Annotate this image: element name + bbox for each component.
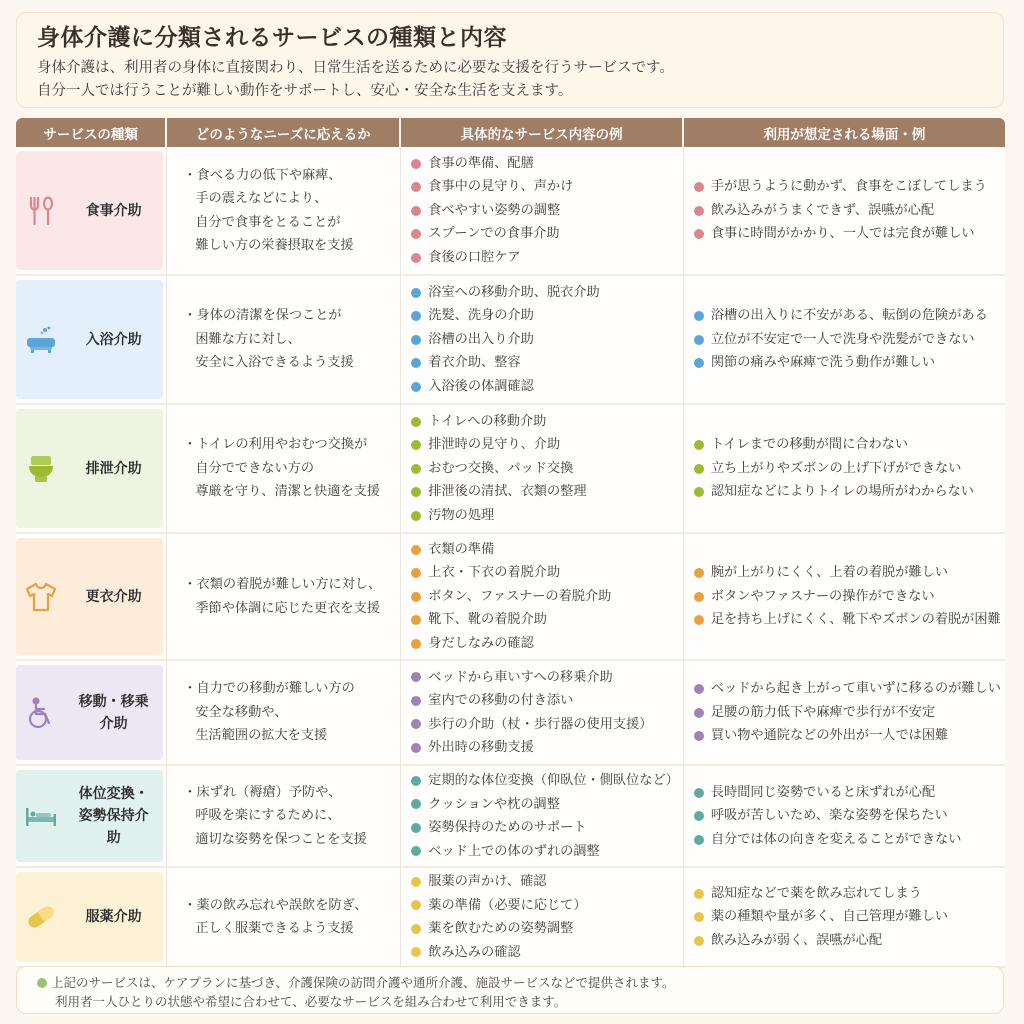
service-category-cell xyxy=(16,147,167,276)
bullet-dot-icon xyxy=(411,335,421,345)
bullet-dot-icon xyxy=(411,182,421,192)
example-item xyxy=(411,816,679,840)
scene-text: 手が思うように動かず、食事をこぼしてしまう xyxy=(710,179,987,195)
needs-line: ・トイレの利用やおむつ交換が xyxy=(183,437,368,453)
bullet-dot-icon xyxy=(411,288,421,298)
service-category xyxy=(16,770,163,862)
bullet-dot-icon xyxy=(411,719,421,729)
bullet-dot-icon xyxy=(411,823,421,833)
scene-text: 腕が上がりにくく、上着の着脱が難しい xyxy=(710,565,948,581)
examples-list xyxy=(411,281,679,399)
service-category-cell xyxy=(16,405,167,534)
scene-item xyxy=(694,929,1001,953)
scene-item xyxy=(694,175,1001,199)
scene-text: 足を持ち上げにくく、靴下やズボンの着脱が困難 xyxy=(710,612,1001,628)
bullet-dot-icon xyxy=(411,696,421,706)
scene-item xyxy=(694,351,1001,375)
service-category-cell xyxy=(16,868,167,968)
service-name xyxy=(72,783,163,849)
bullet-dot-icon xyxy=(411,440,421,450)
example-item xyxy=(411,281,679,305)
scene-text: 薬の種類や量が多く、自己管理が難しい xyxy=(710,909,948,925)
intro-line-2: 自分一人では行うことが難しい動作をサポートし、安心・安全な生活を支えます。 xyxy=(37,83,573,99)
footer-text-1: 上記のサービスは、ケアプランに基づき、介護保険の訪問介護や通所介護、施設サービスなどで提供されます。 xyxy=(51,975,675,990)
service-name-line-1: 体位変換・ xyxy=(78,786,149,802)
scene-item xyxy=(694,677,1001,701)
bullet-dot-icon xyxy=(694,487,704,497)
scene-text: ボタンやファスナーの操作ができない xyxy=(710,588,935,604)
scene-text: 認知症などで薬を飲み忘れてしまう xyxy=(710,885,922,901)
needs-line: ・身体の清潔を保つことが xyxy=(183,308,342,324)
needs-cell xyxy=(167,147,401,276)
examples-cell xyxy=(401,276,684,405)
bullet-dot-icon xyxy=(694,206,704,216)
needs-line: 難しい方の栄養摂取を支援 xyxy=(195,238,354,253)
table-row xyxy=(16,276,1005,405)
example-item xyxy=(411,152,679,176)
table-row xyxy=(16,147,1005,276)
examples-cell xyxy=(401,661,684,766)
scenes-list xyxy=(694,882,1001,953)
scenes-list xyxy=(694,677,1001,748)
bullet-dot-icon xyxy=(411,206,421,216)
example-text: 飲み込みの確認 xyxy=(428,944,521,960)
scene-text: 飲み込みがうまくできず、誤嚥が心配 xyxy=(710,202,935,218)
example-item xyxy=(411,585,679,609)
example-item xyxy=(411,410,679,434)
needs-line: ・衣類の着脱が難しい方に対し、 xyxy=(183,577,382,592)
example-item xyxy=(411,304,679,328)
bullet-dot-icon xyxy=(411,639,421,649)
service-category xyxy=(16,538,163,655)
service-category xyxy=(16,872,163,962)
header-scenes: 利用が想定される場面・例 xyxy=(684,118,1005,147)
bullet-dot-icon xyxy=(694,311,704,321)
example-text: 薬の準備（必要に応じて） xyxy=(428,897,587,913)
bullet-dot-icon xyxy=(694,788,704,798)
needs-cell xyxy=(167,405,401,534)
example-item xyxy=(411,666,679,690)
table-row xyxy=(16,534,1005,661)
scenes-cell xyxy=(684,405,1005,534)
example-text: 食後の口腔ケア xyxy=(428,249,521,265)
scene-item xyxy=(694,882,1001,906)
bathtub-icon xyxy=(24,323,58,357)
bullet-dot-icon xyxy=(411,253,421,263)
example-item xyxy=(411,375,679,399)
scene-item xyxy=(694,905,1001,929)
scene-item xyxy=(694,328,1001,352)
examples-list xyxy=(411,538,679,656)
examples-cell xyxy=(401,405,684,534)
service-category-cell xyxy=(16,534,167,661)
scene-text: 立ち上がりやズボンの上げ下げができない xyxy=(710,460,962,476)
example-item xyxy=(411,175,679,199)
examples-list xyxy=(411,666,679,760)
example-item xyxy=(411,769,679,793)
example-item xyxy=(411,222,679,246)
bullet-dot-icon xyxy=(411,487,421,497)
example-text: 身だしなみの確認 xyxy=(428,635,534,651)
examples-list xyxy=(411,769,679,863)
intro-line-1: 身体介護は、利用者の身体に直接関わり、日常生活を送るために必要な支援を行うサービスです。 xyxy=(37,60,674,76)
needs-line: 正しく服薬できるよう支援 xyxy=(195,921,354,936)
scene-text: 食事に時間がかかり、一人では完食が難しい xyxy=(710,226,975,242)
footer-note xyxy=(16,966,1004,1014)
example-item xyxy=(411,608,679,632)
example-item xyxy=(411,538,679,562)
bed-icon xyxy=(24,799,58,833)
example-text: 食事中の見守り、声かけ xyxy=(428,179,574,195)
bullet-dot-icon xyxy=(694,708,704,718)
example-item xyxy=(411,246,679,270)
toilet-icon xyxy=(24,452,58,486)
bullet-dot-icon xyxy=(411,776,421,786)
scene-item xyxy=(694,701,1001,725)
needs-line: 手の震えなどにより、 xyxy=(195,191,328,206)
examples-list xyxy=(411,152,679,270)
example-text: 食べやすい姿勢の調整 xyxy=(428,202,561,218)
example-item xyxy=(411,199,679,223)
example-text: 食事の準備、配膳 xyxy=(428,155,534,171)
scenes-cell xyxy=(684,534,1005,661)
bullet-dot-icon xyxy=(694,358,704,368)
scenes-list xyxy=(694,433,1001,504)
scene-text: 足腰の筋力低下や麻痺で歩行が不安定 xyxy=(710,704,936,720)
scene-text: 立位が不安定で一人で洗身や洗髪ができない xyxy=(710,331,975,347)
example-text: 洗髪、洗身の介助 xyxy=(428,308,534,324)
scenes-list xyxy=(694,175,1001,246)
example-item xyxy=(411,632,679,656)
example-text: ベッド上での体のずれの調整 xyxy=(428,843,600,859)
scene-text: 自分では体の向きを変えることができない xyxy=(710,831,962,847)
example-item xyxy=(411,328,679,352)
bullet-dot-icon xyxy=(411,545,421,555)
scenes-cell xyxy=(684,766,1005,868)
bullet-dot-icon xyxy=(411,568,421,578)
service-category xyxy=(16,280,163,399)
bullet-dot-icon xyxy=(411,900,421,910)
table-row xyxy=(16,661,1005,766)
header-panel xyxy=(16,12,1004,108)
needs-line: ・床ずれ（褥瘡）予防や、 xyxy=(183,784,342,800)
footer-line-1 xyxy=(37,973,983,992)
example-text: 姿勢保持のためのサポート xyxy=(428,820,587,835)
scenes-list xyxy=(694,781,1001,852)
example-text: 汚物の処理 xyxy=(428,507,495,523)
pill-icon xyxy=(24,900,58,934)
example-text: 上衣・下衣の着脱介助 xyxy=(428,565,561,581)
needs-cell xyxy=(167,276,401,405)
scene-text: 長時間同じ姿勢でいると床ずれが心配 xyxy=(710,784,936,800)
example-text: トイレへの移動介助 xyxy=(428,413,547,429)
bullet-dot-icon xyxy=(694,568,704,578)
example-text: ボタン、ファスナーの着脱介助 xyxy=(428,588,612,604)
bullet-dot-icon xyxy=(694,440,704,450)
shirt-icon xyxy=(24,580,58,614)
scene-item xyxy=(694,781,1001,805)
needs-line: 安全に入浴できるよう支援 xyxy=(195,355,354,371)
service-category-cell xyxy=(16,766,167,868)
bullet-dot-icon xyxy=(694,592,704,602)
bullet-dot-icon xyxy=(694,936,704,946)
examples-cell xyxy=(401,534,684,661)
needs-line: 自分で食事をとることが xyxy=(195,214,341,230)
example-item xyxy=(411,941,679,965)
scene-item xyxy=(694,804,1001,828)
bullet-dot-icon xyxy=(694,335,704,345)
scene-text: 浴槽の出入りに不安がある、転倒の危険がある xyxy=(710,308,988,324)
header-service-type: サービスの種類 xyxy=(16,118,167,147)
bullet-dot-icon xyxy=(694,229,704,239)
bullet-dot-icon xyxy=(411,947,421,957)
needs-line: ・薬の飲み忘れや誤飲を防ぎ、 xyxy=(183,897,368,913)
example-item xyxy=(411,917,679,941)
example-item xyxy=(411,870,679,894)
intro-text xyxy=(37,57,983,103)
scene-text: 認知症などによりトイレの場所がわからない xyxy=(710,484,974,500)
bullet-dot-icon xyxy=(411,615,421,625)
scene-text: トイレまでの移動が間に合わない xyxy=(710,437,909,453)
service-name-line-2: 姿勢保持介助 xyxy=(78,808,149,846)
examples-cell xyxy=(401,766,684,868)
bullet-dot-icon xyxy=(694,889,704,899)
bullet-dot-icon xyxy=(411,799,421,809)
example-item xyxy=(411,793,679,817)
bullet-dot-icon xyxy=(411,924,421,934)
service-name: 服薬介助 xyxy=(85,909,142,925)
example-item xyxy=(411,457,679,481)
page-title: 身体介護に分類されるサービスの種類と内容 xyxy=(37,25,507,51)
needs-line: 安全な移動や、 xyxy=(195,704,288,720)
scene-text: 飲み込みが弱く、誤嚥が心配 xyxy=(710,932,883,948)
scene-item xyxy=(694,724,1001,748)
scene-item xyxy=(694,561,1001,585)
example-item xyxy=(411,840,679,864)
scene-item xyxy=(694,480,1001,504)
example-text: 歩行の介助（杖・歩行器の使用支援） xyxy=(428,716,653,732)
header-examples: 具体的なサービス内容の例 xyxy=(401,118,684,147)
bullet-dot-icon xyxy=(411,358,421,368)
example-text: クッションや枕の調整 xyxy=(428,796,560,812)
needs-line: 呼吸を楽にするために、 xyxy=(195,808,341,824)
example-text: 浴槽の出入り介助 xyxy=(428,331,534,347)
scene-item xyxy=(694,222,1001,246)
scenes-list xyxy=(694,561,1001,632)
service-category-cell xyxy=(16,661,167,766)
example-text: 浴室への移動介助、脱衣介助 xyxy=(428,284,600,300)
needs-line: 季節や体調に応じた更衣を支援 xyxy=(195,600,380,616)
scene-item xyxy=(694,585,1001,609)
utensils-icon xyxy=(24,194,58,228)
bullet-dot-icon xyxy=(694,615,704,625)
scene-text: 関節の痛みや麻痺で洗う動作が難しい xyxy=(710,355,936,371)
scenes-cell xyxy=(684,868,1005,968)
example-item xyxy=(411,894,679,918)
needs-cell xyxy=(167,661,401,766)
bullet-dot-icon xyxy=(694,835,704,845)
service-name: 食事介助 xyxy=(85,202,142,219)
example-item xyxy=(411,736,679,760)
needs-cell xyxy=(167,534,401,661)
bullet-dot-icon xyxy=(694,684,704,694)
needs-cell xyxy=(167,868,401,968)
example-item xyxy=(411,433,679,457)
bullet-dot-icon xyxy=(411,592,421,602)
service-name: 移動・移乗介助 xyxy=(78,693,149,732)
service-category xyxy=(16,151,163,270)
bullet-dot-icon xyxy=(411,877,421,887)
scene-text: 呼吸が苦しいため、楽な姿勢を保ちたい xyxy=(710,808,948,824)
example-text: 外出時の移動支援 xyxy=(428,740,534,755)
example-text: 衣類の準備 xyxy=(428,541,495,557)
needs-cell xyxy=(167,766,401,868)
example-text: スプーンでの食事介助 xyxy=(428,226,560,242)
services-table xyxy=(16,118,1005,968)
needs-line: 生活範囲の拡大を支援 xyxy=(195,728,328,744)
scene-text: ベッドから起き上がって車いずに移るのが難しい xyxy=(710,681,1001,697)
wheelchair-icon xyxy=(24,696,58,730)
bullet-dot-icon xyxy=(694,811,704,821)
scenes-cell xyxy=(684,661,1005,766)
service-category xyxy=(16,665,163,760)
example-text: 靴下、靴の着脱介助 xyxy=(428,612,547,628)
bullet-dot-icon xyxy=(694,731,704,741)
example-item xyxy=(411,689,679,713)
examples-list xyxy=(411,870,679,964)
service-name: 更衣介助 xyxy=(85,588,142,605)
needs-line: 自分でできない方の xyxy=(195,460,315,476)
scene-item xyxy=(694,199,1001,223)
table-row xyxy=(16,766,1005,868)
example-item xyxy=(411,713,679,737)
service-name: 入浴介助 xyxy=(85,331,142,348)
example-text: 服薬の声かけ、確認 xyxy=(428,874,547,889)
bullet-dot-icon xyxy=(411,382,421,392)
examples-cell xyxy=(401,868,684,968)
scene-item xyxy=(694,828,1001,852)
needs-line: ・食べる力の低下や麻痺、 xyxy=(183,167,342,183)
example-text: 室内での移動の付き添い xyxy=(428,693,574,708)
bullet-dot-icon xyxy=(411,743,421,753)
scene-item xyxy=(694,457,1001,481)
bullet-dot-icon xyxy=(411,311,421,321)
example-item xyxy=(411,504,679,528)
examples-cell xyxy=(401,147,684,276)
bullet-dot-icon xyxy=(694,182,704,192)
scene-item xyxy=(694,608,1001,632)
table-header-row xyxy=(16,118,1005,147)
example-text: 排泄後の清拭、衣類の整理 xyxy=(428,484,587,500)
example-text: ベッドから車いすへの移乗介助 xyxy=(428,669,613,685)
needs-line: 困難な方に対し、 xyxy=(195,331,301,347)
example-text: 薬を飲むための姿勢調整 xyxy=(428,921,574,936)
needs-line: 尊厳を守り、清潔と快適を支援 xyxy=(195,484,380,500)
bullet-dot-icon xyxy=(411,464,421,474)
service-category xyxy=(16,409,163,528)
service-name: 排泄介助 xyxy=(85,460,142,477)
example-item xyxy=(411,480,679,504)
bullet-dot-icon xyxy=(411,229,421,239)
scene-item xyxy=(694,433,1001,457)
footer-line-2: 利用者一人ひとりの状態や希望に合わせて、必要なサービスを組み合わせて利用できます。 xyxy=(55,994,567,1009)
bullet-dot-icon xyxy=(411,846,421,856)
bullet-dot-icon xyxy=(694,912,704,922)
scenes-cell xyxy=(684,276,1005,405)
table-row xyxy=(16,868,1005,968)
example-item xyxy=(411,561,679,585)
bullet-dot-icon xyxy=(411,672,421,682)
example-text: 定期的な体位変換（仰臥位・側臥位など） xyxy=(428,773,679,788)
example-text: 排泄時の見守り、介助 xyxy=(428,437,561,453)
bullet-dot-icon xyxy=(694,464,704,474)
needs-line: ・自力での移動が難しい方の xyxy=(183,681,355,697)
footer-bullet-icon xyxy=(37,978,47,988)
service-category-cell xyxy=(16,276,167,405)
examples-list xyxy=(411,410,679,528)
bullet-dot-icon xyxy=(411,511,421,521)
example-item xyxy=(411,351,679,375)
table-row xyxy=(16,405,1005,534)
scene-text: 買い物や通院などの外出が一人では困難 xyxy=(710,728,949,744)
needs-line: 適切な姿勢を保つことを支援 xyxy=(195,831,367,847)
header-needs: どのようなニーズに応えるか xyxy=(167,118,401,147)
scenes-cell xyxy=(684,147,1005,276)
example-text: おむつ交換、パッド交換 xyxy=(428,460,574,476)
scenes-list xyxy=(694,304,1001,375)
bullet-dot-icon xyxy=(411,159,421,169)
example-text: 着衣介助、整容 xyxy=(428,355,521,371)
scene-item xyxy=(694,304,1001,328)
bullet-dot-icon xyxy=(411,417,421,427)
example-text: 入浴後の体調確認 xyxy=(428,378,534,394)
